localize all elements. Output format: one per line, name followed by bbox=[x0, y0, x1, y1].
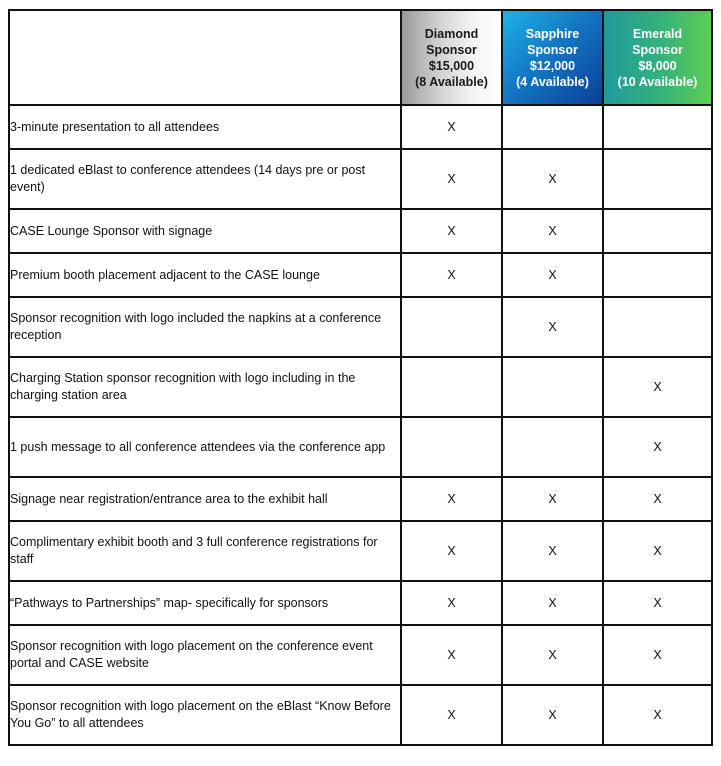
table-row bbox=[9, 417, 712, 477]
benefit-cell: 1 dedicated eBlast to conference attendees (14 days pre or post event) bbox=[9, 149, 401, 209]
diamond-mark-cell: X bbox=[401, 521, 502, 581]
benefit-cell: Sponsor recognition with logo placement on the eBlast “Know Before You Go” to all attendees bbox=[9, 685, 401, 745]
diamond-mark-cell: X bbox=[401, 581, 502, 625]
table-row bbox=[9, 297, 712, 357]
sponsorship-benefits-table bbox=[8, 9, 713, 746]
diamond-mark-cell bbox=[401, 297, 502, 357]
diamond-mark-cell: X bbox=[401, 477, 502, 521]
diamond-mark-cell: X bbox=[401, 253, 502, 297]
sapphire-mark-cell: X bbox=[502, 253, 603, 297]
diamond-mark-cell: X bbox=[401, 105, 502, 149]
emerald-mark-cell: X bbox=[603, 357, 712, 417]
tier-name: Sapphire bbox=[525, 26, 580, 41]
table-row bbox=[9, 357, 712, 417]
table-row bbox=[9, 581, 712, 625]
table-row bbox=[9, 521, 712, 581]
table-row bbox=[9, 477, 712, 521]
emerald-mark-cell: X bbox=[603, 521, 712, 581]
sapphire-mark-cell: X bbox=[502, 149, 603, 209]
sapphire-mark-cell: X bbox=[502, 209, 603, 253]
diamond-mark-cell: X bbox=[401, 209, 502, 253]
diamond-mark-cell bbox=[401, 357, 502, 417]
table-row bbox=[9, 209, 712, 253]
sapphire-mark-cell: X bbox=[502, 521, 603, 581]
benefit-cell: Sponsor recognition with logo included the napkins at a conference reception bbox=[9, 297, 401, 357]
tier-price: $12,000 bbox=[529, 58, 576, 73]
sapphire-mark-cell: X bbox=[502, 625, 603, 685]
emerald-mark-cell bbox=[603, 253, 712, 297]
sapphire-mark-cell: X bbox=[502, 297, 603, 357]
table-row bbox=[9, 253, 712, 297]
emerald-mark-cell bbox=[603, 297, 712, 357]
tier-line: Sponsor bbox=[527, 42, 578, 57]
benefit-cell: Signage near registration/entrance area to the exhibit hall bbox=[9, 477, 401, 521]
diamond-mark-cell bbox=[401, 417, 502, 477]
benefit-cell: Sponsor recognition with logo placement on the conference event portal and CASE website bbox=[9, 625, 401, 685]
tier-name: Emerald bbox=[632, 26, 683, 41]
sapphire-mark-cell: X bbox=[502, 477, 603, 521]
tier-price: $8,000 bbox=[638, 58, 677, 73]
sapphire-mark-cell bbox=[502, 417, 603, 477]
emerald-mark-cell: X bbox=[603, 417, 712, 477]
table-row bbox=[9, 685, 712, 745]
tier-name: Diamond bbox=[424, 26, 479, 41]
emerald-mark-cell: X bbox=[603, 477, 712, 521]
sapphire-mark-cell: X bbox=[502, 581, 603, 625]
header-corner-cell bbox=[9, 10, 401, 105]
benefit-cell: CASE Lounge Sponsor with signage bbox=[9, 209, 401, 253]
diamond-mark-cell: X bbox=[401, 625, 502, 685]
emerald-mark-cell: X bbox=[603, 625, 712, 685]
tier-line: Sponsor bbox=[426, 42, 477, 57]
sapphire-mark-cell bbox=[502, 357, 603, 417]
tier-header-emerald bbox=[603, 10, 712, 105]
emerald-mark-cell: X bbox=[603, 581, 712, 625]
tier-availability: (8 Available) bbox=[415, 74, 488, 89]
tier-header-sapphire bbox=[502, 10, 603, 105]
diamond-mark-cell: X bbox=[401, 149, 502, 209]
tier-header-row bbox=[9, 10, 712, 105]
tier-availability: (10 Available) bbox=[617, 74, 698, 89]
benefit-cell: “Pathways to Partnerships” map- specifically for sponsors bbox=[9, 581, 401, 625]
table-row bbox=[9, 625, 712, 685]
emerald-mark-cell bbox=[603, 149, 712, 209]
table-row bbox=[9, 105, 712, 149]
sapphire-mark-cell bbox=[502, 105, 603, 149]
benefit-cell: Charging Station sponsor recognition with logo including in the charging station area bbox=[9, 357, 401, 417]
table-row bbox=[9, 149, 712, 209]
tier-header-diamond bbox=[401, 10, 502, 105]
benefit-cell: 1 push message to all conference attendees via the conference app bbox=[9, 417, 401, 477]
sapphire-mark-cell: X bbox=[502, 685, 603, 745]
benefit-cell: Complimentary exhibit booth and 3 full conference registrations for staff bbox=[9, 521, 401, 581]
benefit-cell: Premium booth placement adjacent to the CASE lounge bbox=[9, 253, 401, 297]
emerald-mark-cell: X bbox=[603, 685, 712, 745]
emerald-mark-cell bbox=[603, 209, 712, 253]
diamond-mark-cell: X bbox=[401, 685, 502, 745]
tier-line: Sponsor bbox=[632, 42, 683, 57]
tier-price: $15,000 bbox=[428, 58, 475, 73]
benefit-cell: 3-minute presentation to all attendees bbox=[9, 105, 401, 149]
emerald-mark-cell bbox=[603, 105, 712, 149]
tier-availability: (4 Available) bbox=[516, 74, 589, 89]
